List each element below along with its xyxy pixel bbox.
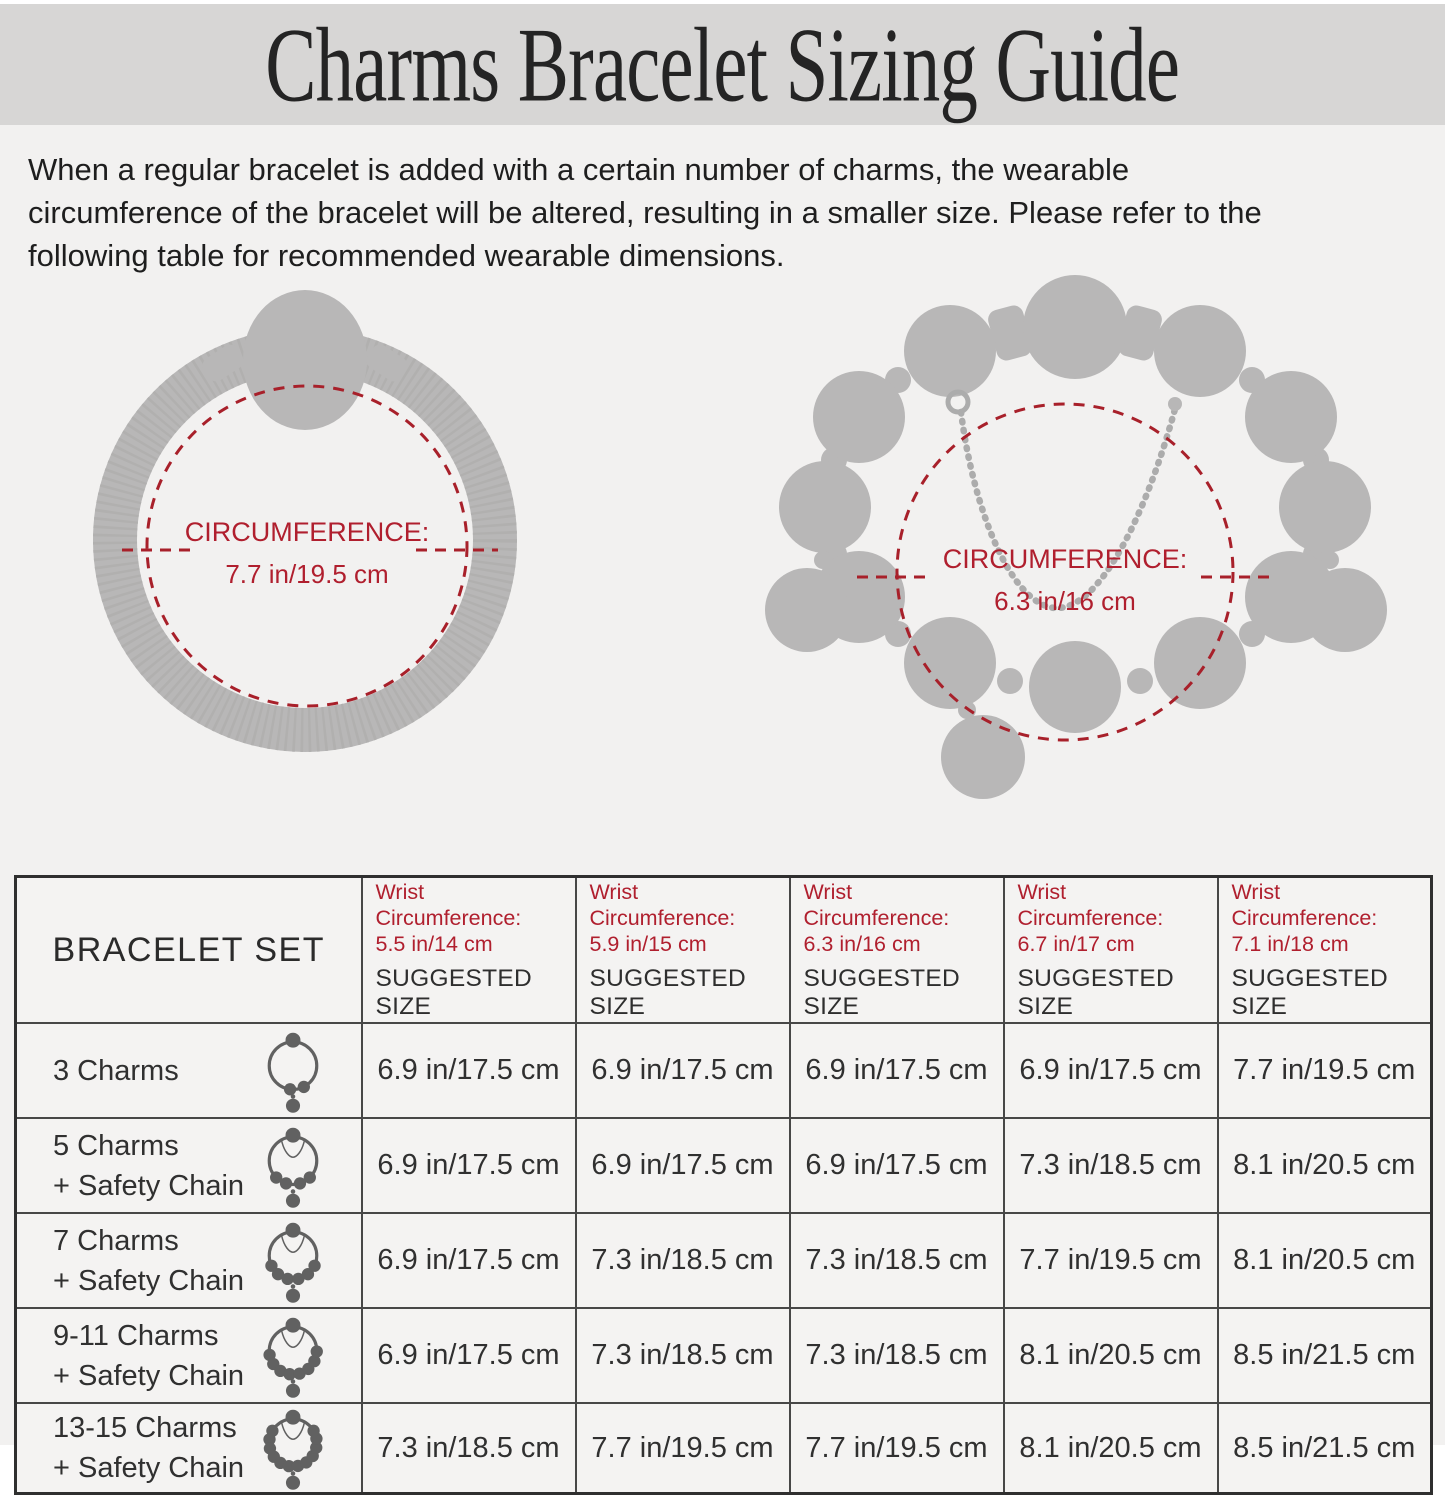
size-value-cell: 8.1 in/20.5 cm [1004,1308,1218,1403]
charm-bracelet-illustration [745,272,1420,852]
table-row [16,1308,1432,1403]
table-row [16,1118,1432,1213]
size-value-cell: 7.3 in/18.5 cm [576,1308,790,1403]
wrist-circumference-label: Wrist Circumference: [375,880,522,930]
table-row [16,1213,1432,1308]
size-value-cell: 6.9 in/17.5 cm [362,1118,576,1213]
bracelet-set-cell [16,1403,362,1494]
size-value-cell: 8.5 in/21.5 cm [1218,1403,1432,1494]
table-row [16,1023,1432,1118]
table-header-row [16,877,1432,1024]
row-label-line: 5 Charms [53,1129,179,1162]
bracelet-9-11-charms-safety-chain-icon [249,1312,337,1400]
row-label-line: 13-15 Charms [53,1412,237,1444]
circumference-value: 6.3 in/16 cm [994,586,1136,616]
size-value-cell: 6.9 in/17.5 cm [362,1308,576,1403]
plain-bracelet-illustration [70,288,540,773]
suggested-size-label: SUGGESTED SIZE [1231,965,1389,1020]
circumference-label: CIRCUMFERENCE: [942,544,1188,574]
row-label-line: + Safety Chain [53,1452,245,1484]
wrist-circumference-header [1004,877,1218,1024]
size-value-cell: 7.3 in/18.5 cm [1004,1118,1218,1213]
sizing-table [14,875,1433,1495]
bracelet-5-charms-safety-chain-icon [249,1122,337,1210]
intro-line: following table for recommended wearable dimensions. [28,238,785,273]
row-label [53,1316,244,1396]
wrist-circumference-header [576,877,790,1024]
charm-beads [779,275,1371,733]
size-value-cell: 7.3 in/18.5 cm [790,1213,1004,1308]
size-value-cell: 6.9 in/17.5 cm [790,1023,1004,1118]
bracelet-set-header: BRACELET SET [16,877,362,1024]
size-value-cell: 7.7 in/19.5 cm [576,1403,790,1494]
size-value-cell: 7.7 in/19.5 cm [1004,1213,1218,1308]
table-body [16,1023,1432,1494]
wrist-circumference-header [790,877,1004,1024]
size-value-cell: 6.9 in/17.5 cm [576,1023,790,1118]
size-value-cell: 6.9 in/17.5 cm [1004,1023,1218,1118]
size-value-cell: 6.9 in/17.5 cm [576,1118,790,1213]
row-label-line: + Safety Chain [53,1359,245,1392]
size-value-cell: 6.9 in/17.5 cm [790,1118,1004,1213]
bracelet-set-cell [16,1213,362,1308]
size-value-cell: 8.5 in/21.5 cm [1218,1308,1432,1403]
circumference-value: 7.7 in/19.5 cm [225,559,389,589]
intro-line: When a regular bracelet is added with a certain number of charms, the wearable [28,152,1130,187]
wrist-circumference-value: 5.5 in/14 cm [375,932,493,956]
bracelet-clasp [243,290,367,430]
bracelet-13-15-charms-safety-chain-icon [249,1404,337,1492]
intro-line: circumference of the bracelet will be altered, resulting in a smaller size. Please refer to the [28,195,1262,230]
wrist-circumference-value: 5.9 in/15 cm [589,932,707,956]
wrist-circumference-label: Wrist Circumference: [1231,880,1378,930]
row-label-line: 3 Charms [53,1054,179,1087]
row-label-line: 7 Charms [53,1224,179,1257]
row-label-line: + Safety Chain [53,1169,245,1202]
row-label-line: + Safety Chain [53,1264,245,1297]
bracelet-set-cell [16,1118,362,1213]
wrist-circumference-label: Wrist Circumference: [803,880,950,930]
page-title: Charms Bracelet Sizing Guide [265,5,1180,124]
circumference-label: CIRCUMFERENCE: [184,517,430,547]
suggested-size-label: SUGGESTED SIZE [589,965,747,1020]
table-row [16,1403,1432,1494]
bracelet-set-cell [16,1308,362,1403]
size-value-cell: 8.1 in/20.5 cm [1218,1213,1432,1308]
suggested-size-label: SUGGESTED SIZE [803,965,961,1020]
suggested-size-label: SUGGESTED SIZE [375,965,533,1020]
size-value-cell: 6.9 in/17.5 cm [362,1213,576,1308]
bracelet-set-cell [16,1023,362,1118]
wrist-circumference-header [362,877,576,1024]
row-label-line: 9-11 Charms [53,1319,219,1352]
wrist-circumference-label: Wrist Circumference: [589,880,736,930]
size-value-cell: 7.7 in/19.5 cm [790,1403,1004,1494]
row-label [53,1221,244,1301]
size-value-cell: 6.9 in/17.5 cm [362,1023,576,1118]
bracelet-3-charms-icon [249,1027,337,1115]
row-label [53,1126,244,1206]
size-value-cell: 7.3 in/18.5 cm [362,1403,576,1494]
wrist-circumference-header [1218,877,1432,1024]
wrist-circumference-label: Wrist Circumference: [1017,880,1164,930]
size-value-cell: 7.7 in/19.5 cm [1218,1023,1432,1118]
size-value-cell: 8.1 in/20.5 cm [1218,1118,1432,1213]
wrist-circumference-value: 6.7 in/17 cm [1017,932,1135,956]
row-label [53,1051,179,1091]
size-value-cell: 8.1 in/20.5 cm [1004,1403,1218,1494]
row-label [53,1408,244,1488]
wrist-circumference-value: 7.1 in/18 cm [1231,932,1349,956]
size-value-cell: 7.3 in/18.5 cm [576,1213,790,1308]
size-value-cell: 7.3 in/18.5 cm [790,1308,1004,1403]
wrist-circumference-value: 6.3 in/16 cm [803,932,921,956]
suggested-size-label: SUGGESTED SIZE [1017,965,1175,1020]
bracelet-7-charms-safety-chain-icon [249,1217,337,1305]
